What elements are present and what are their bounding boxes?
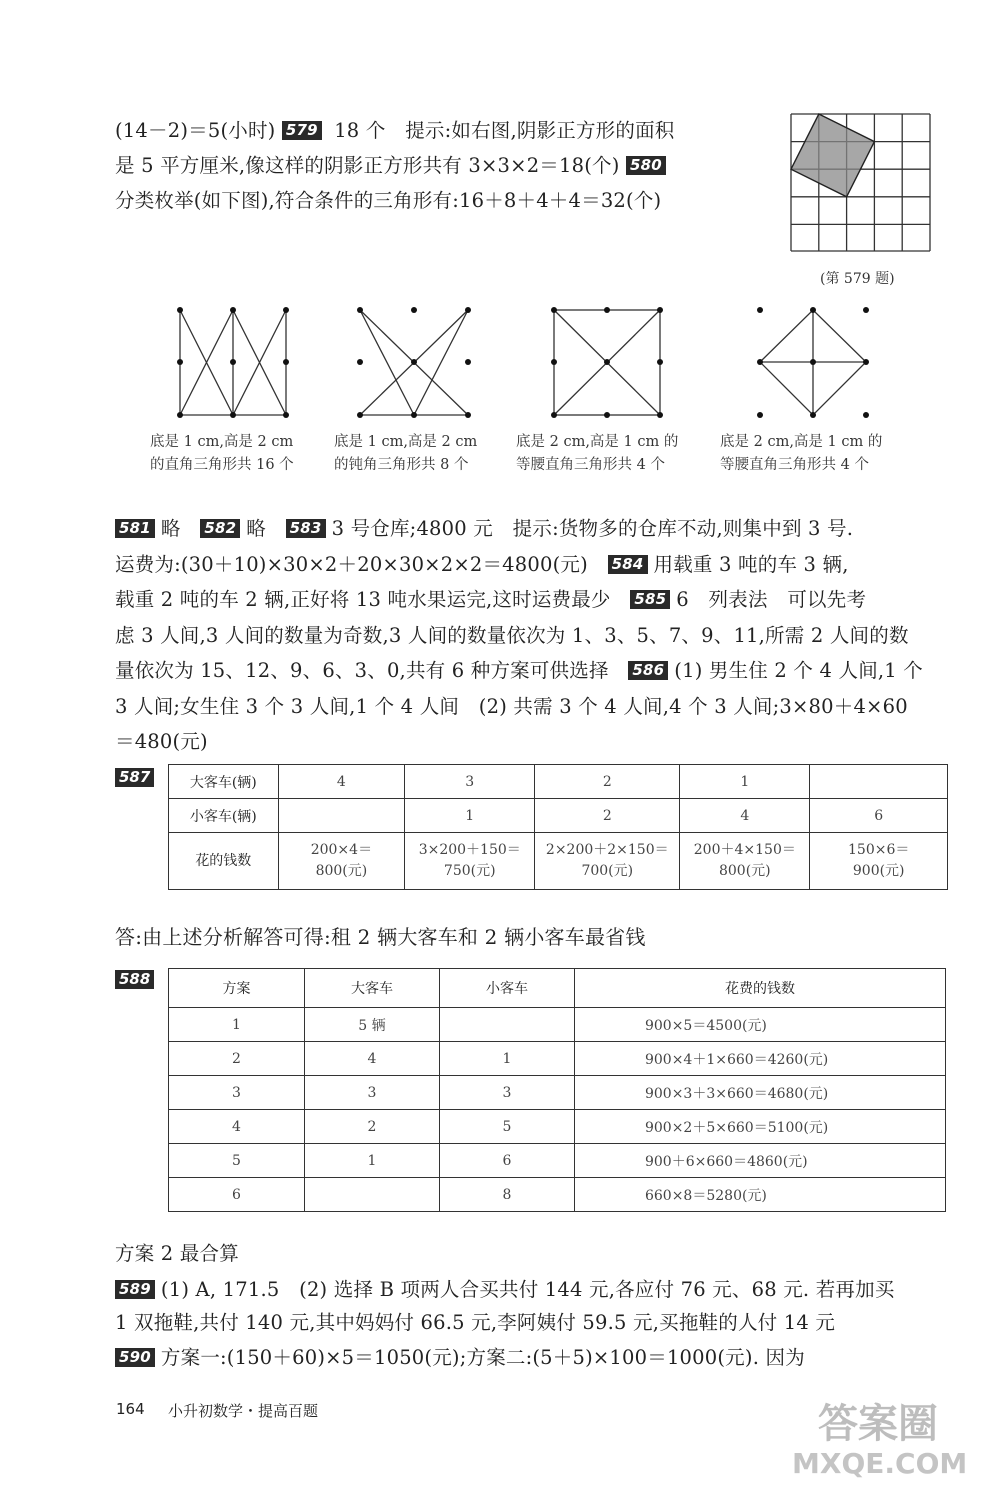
- table-cell: 1: [680, 765, 810, 799]
- line-text: 方案 2 最合算: [115, 1242, 239, 1265]
- column-header: 小客车: [439, 969, 574, 1008]
- line-text: 用载重 3 吨的车 3 辆,: [653, 553, 849, 576]
- table-cell: 4: [304, 1042, 439, 1076]
- caption-line: 等腰直角三角形共 4 个: [720, 457, 869, 473]
- line-text: ＝480(元): [115, 730, 208, 753]
- line-text: 载重 2 吨的车 2 辆,正好将 13 吨水果运完,这时运费最少: [115, 588, 631, 611]
- diagram-caption-2: [334, 431, 477, 477]
- problem-tag-586: 586: [628, 661, 668, 680]
- table-cell: 1: [439, 1042, 574, 1076]
- diagram-caption-1: [150, 431, 294, 477]
- caption-line: 等腰直角三角形共 4 个: [516, 457, 665, 473]
- table-cell: 3: [439, 1076, 574, 1110]
- shaded-square: [791, 114, 874, 197]
- table-cell: 200＋4×150＝ 800(元): [680, 833, 810, 890]
- answer-587: 答:由上述分析解答可得:租 2 辆大客车和 2 辆小客车最省钱: [115, 925, 646, 949]
- table-cell: 200×4＝ 800(元): [278, 833, 405, 890]
- caption-line: 底是 2 cm,高是 1 cm 的: [720, 434, 883, 450]
- line-text: 6 列表法 可以先考: [676, 588, 867, 611]
- table-cell: 6: [439, 1144, 574, 1178]
- line-text: 分类枚举(如下图),符合条件的三角形有:16＋8＋4＋4＝32(个): [115, 189, 662, 212]
- table-cell: 660×8＝5280(元): [574, 1178, 945, 1212]
- table-cell: 6: [169, 1178, 305, 1212]
- table-cell: 8: [439, 1178, 574, 1212]
- table-cell: 3: [169, 1076, 305, 1110]
- line-text: 略: [246, 517, 286, 540]
- table-cell: 4: [680, 799, 810, 833]
- table-row: [169, 1144, 946, 1178]
- table-cell: 1: [169, 1008, 305, 1042]
- table-cell: [304, 1178, 439, 1212]
- table-row: [169, 1110, 946, 1144]
- column-header: 方案: [169, 969, 305, 1008]
- line-text: (1) 男生住 2 个 4 人间,1 个: [674, 659, 924, 682]
- table-row: [169, 1076, 946, 1110]
- table-row: [169, 1178, 946, 1212]
- text-line: [115, 691, 908, 719]
- table-cell: 900×4＋1×660＝4260(元): [574, 1042, 945, 1076]
- table-588: [168, 968, 946, 1212]
- line-text: 3 号仓库;4800 元 提示:货物多的仓库不动,则集中到 3 号.: [331, 517, 854, 540]
- line-text: 量依次为 15、12、9、6、3、0,共有 6 种方案可供选择: [115, 659, 629, 682]
- table-header-row: [169, 969, 946, 1008]
- grid-caption: (第 579 题): [820, 271, 895, 287]
- problem-tag-589: 589: [115, 1280, 155, 1299]
- book-title: 小升初数学・提高百题: [168, 1402, 319, 1420]
- line-text: 运费为:(30＋10)×30×2＋20×30×2×2＝4800(元): [115, 553, 608, 576]
- column-header: 花费的钱数: [574, 969, 945, 1008]
- table-cell: 6: [810, 799, 948, 833]
- text-line: [115, 1274, 895, 1302]
- table-cell: 3: [304, 1076, 439, 1110]
- problem-tag-581: 581: [115, 519, 155, 538]
- table-cell: 1: [304, 1144, 439, 1178]
- table-cell: [810, 765, 948, 799]
- row-label: 小客车(辆): [169, 799, 279, 833]
- table-cell: 2: [535, 765, 680, 799]
- line-text: 18 个 提示:如右图,阴影正方形的面积: [334, 119, 675, 142]
- table-row: [169, 1008, 946, 1042]
- table-cell: 5: [439, 1110, 574, 1144]
- table-cell: [278, 799, 405, 833]
- problem-tag-590: 590: [115, 1348, 155, 1367]
- caption-line: 的直角三角形共 16 个: [150, 457, 294, 473]
- grid-figure-579: [788, 111, 934, 253]
- text-line: [115, 1342, 805, 1370]
- text-line-2: [115, 150, 672, 178]
- table-cell: 900＋6×660＝4860(元): [574, 1144, 945, 1178]
- diagram-caption-3: [516, 431, 678, 477]
- text-line: [115, 513, 853, 541]
- table-cell: 1: [405, 799, 535, 833]
- line-text: 3 人间;女生住 3 个 3 人间,1 个 4 人间 (2) 共需 3 个 4 人间,4 个 3 人间;3×80＋4×60: [115, 695, 908, 718]
- problem-tag-584: 584: [608, 555, 648, 574]
- problem-tag-583: 583: [286, 519, 326, 538]
- page-number: 164: [116, 1400, 145, 1418]
- table-cell: 900×5＝4500(元): [574, 1008, 945, 1042]
- problem-tag-580: 580: [626, 156, 666, 175]
- caption-line: 底是 1 cm,高是 2 cm: [334, 434, 478, 450]
- line-text: (1) A, 171.5 (2) 选择 B 项两人合买共付 144 元,各应付 76 元、68 元. 若再加买: [160, 1278, 895, 1301]
- text-line: [115, 549, 849, 577]
- row-label: 花的钱数: [169, 833, 279, 890]
- problem-tag-585: 585: [630, 590, 670, 609]
- problem-tag-587: 587: [115, 768, 154, 787]
- table-row: [169, 799, 948, 833]
- line-text: 略: [160, 517, 201, 540]
- watermark-url: MXQE.COM: [792, 1447, 968, 1480]
- problem-tag-582: 582: [200, 519, 240, 538]
- table-cell: 5: [169, 1144, 305, 1178]
- problem-tag-579: 579: [282, 121, 322, 140]
- text-line-3: [115, 185, 661, 213]
- table-cell: 2: [535, 799, 680, 833]
- line-text: 虑 3 人间,3 人间的数量为奇数,3 人间的数量依次为 1、3、5、7、9、11,所需 2 人间的数: [115, 624, 909, 647]
- line-text: 1 双拖鞋,共付 140 元,其中妈妈付 66.5 元,李阿姨付 59.5 元,买拖鞋的人付 14 元: [115, 1311, 836, 1334]
- diagram-caption-4: [720, 431, 882, 477]
- table-cell: 900×2＋5×660＝5100(元): [574, 1110, 945, 1144]
- text-line: [115, 620, 909, 648]
- table-cell: 4: [278, 765, 405, 799]
- text-line: [115, 655, 923, 683]
- watermark-logo: 答案圈: [818, 1401, 938, 1447]
- text-line: [115, 726, 208, 754]
- caption-line: 底是 2 cm,高是 1 cm 的: [516, 434, 679, 450]
- table-cell: 2: [169, 1042, 305, 1076]
- line-text: 是 5 平方厘米,像这样的阴影正方形共有 3×3×2＝18(个): [115, 154, 620, 177]
- problem-tag-588: 588: [115, 970, 154, 989]
- table-cell: 4: [169, 1110, 305, 1144]
- caption-line: 的钝角三角形共 8 个: [334, 457, 469, 473]
- text-line: [115, 1307, 835, 1335]
- table-cell: [439, 1008, 574, 1042]
- table-cell: 2×200＋2×150＝ 700(元): [535, 833, 680, 890]
- table-row: [169, 833, 948, 890]
- table-cell: 150×6＝ 900(元): [810, 833, 948, 890]
- table-cell: 900×3＋3×660＝4680(元): [574, 1076, 945, 1110]
- text-line: [115, 584, 866, 612]
- text-line-1: [115, 115, 674, 143]
- caption-line: 底是 1 cm,高是 2 cm: [150, 434, 294, 450]
- text-line: [115, 1238, 239, 1266]
- line-text: 方案一:(150＋60)×5＝1050(元);方案二:(5＋5)×100＝1000(元). 因为: [160, 1346, 805, 1369]
- triangle-diagrams: [160, 300, 920, 425]
- table-587: [168, 764, 948, 890]
- table-cell: 2: [304, 1110, 439, 1144]
- line-text: (14－2)＝5(小时): [115, 119, 276, 142]
- column-header: 大客车: [304, 969, 439, 1008]
- row-label: 大客车(辆): [169, 765, 279, 799]
- table-row: [169, 765, 948, 799]
- table-row: [169, 1042, 946, 1076]
- table-cell: 3×200＋150＝ 750(元): [405, 833, 535, 890]
- table-cell: 5 辆: [304, 1008, 439, 1042]
- table-cell: 3: [405, 765, 535, 799]
